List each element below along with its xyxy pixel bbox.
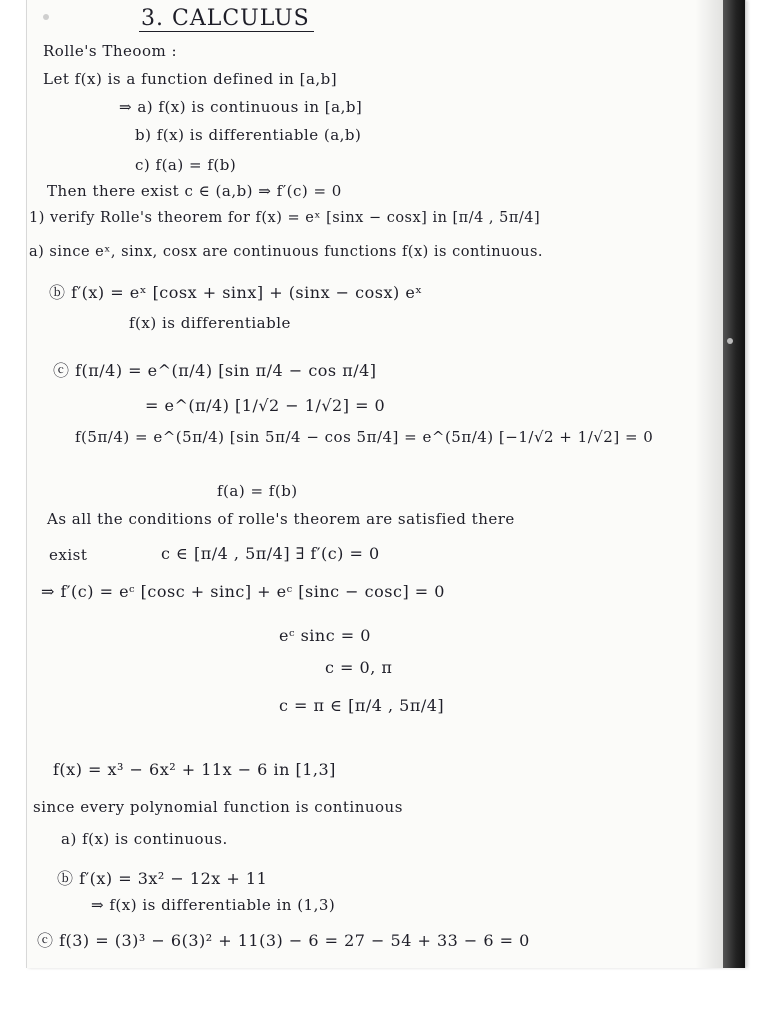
c-values: c = 0, π bbox=[325, 658, 393, 677]
page-fold-shadow bbox=[695, 0, 723, 968]
exist-word: exist bbox=[49, 546, 88, 564]
problem-1-statement: 1) verify Rolle's theorem for f(x) = eˣ [sinx − cosx] in [π/4 , 5π/4] bbox=[29, 210, 541, 226]
f-at-pi-over-4-result: = e^(π/4) [1/√2 − 1/√2] = 0 bbox=[145, 396, 386, 415]
condition-a: ⇒ a) f(x) is continuous in [a,b] bbox=[119, 98, 363, 116]
definition-line: Let f(x) is a function defined in [a,b] bbox=[43, 70, 338, 88]
notebook-page bbox=[26, 0, 746, 968]
heading-rolles-theorem: Rolle's Theoom : bbox=[43, 42, 178, 60]
continuity-a: a) f(x) is continuous. bbox=[61, 830, 228, 848]
c-pi-in-interval: c = π ∈ [π/4 , 5π/4] bbox=[279, 696, 445, 715]
polynomial-continuous: since every polynomial function is continuous bbox=[33, 798, 403, 816]
derivative-2: ⓑ f′(x) = 3x² − 12x + 11 bbox=[57, 869, 268, 888]
f-at-3: ⓒ f(3) = (3)³ − 6(3)² + 11(3) − 6 = 27 − 54 + 33 − 6 = 0 bbox=[37, 931, 530, 950]
c-in-interval: c ∈ [π/4 , 5π/4] ∃ f′(c) = 0 bbox=[161, 544, 380, 563]
exp-sin-c: eᶜ sinc = 0 bbox=[279, 626, 371, 645]
punch-mark-right bbox=[727, 338, 733, 344]
continuity-statement: a) since eˣ, sinx, cosx are continuous functions f(x) is continuous. bbox=[29, 244, 544, 260]
f-at-5pi-over-4: f(5π/4) = e^(5π/4) [sin 5π/4 − cos 5π/4] = e^(5π/4) [−1/√2 + 1/√2] = 0 bbox=[75, 428, 654, 446]
punch-mark bbox=[43, 14, 49, 20]
page-edge bbox=[723, 0, 745, 968]
differentiable-statement: f(x) is differentiable bbox=[129, 314, 291, 332]
f-at-pi-over-4: ⓒ f(π/4) = e^(π/4) [sin π/4 − cos π/4] bbox=[53, 361, 377, 380]
derivative-line: ⓑ f′(x) = eˣ [cosx + sinx] + (sinx − cosx) eˣ bbox=[49, 283, 423, 302]
problem-2-statement: f(x) = x³ − 6x² + 11x − 6 in [1,3] bbox=[53, 760, 336, 779]
fa-equals-fb: f(a) = f(b) bbox=[217, 482, 298, 500]
condition-b: b) f(x) is differentiable (a,b) bbox=[135, 126, 362, 144]
differentiable-2: ⇒ f(x) is differentiable in (1,3) bbox=[91, 896, 336, 914]
conclusion-line: Then there exist c ∈ (a,b) ⇒ f′(c) = 0 bbox=[47, 182, 342, 200]
f-prime-c: ⇒ f′(c) = eᶜ [cosc + sinc] + eᶜ [sinc − cosc] = 0 bbox=[41, 582, 445, 601]
conditions-satisfied: As all the conditions of rolle's theorem are satisfied there bbox=[47, 510, 515, 528]
condition-c: c) f(a) = f(b) bbox=[135, 156, 237, 174]
page-title: 3. CALCULUS bbox=[139, 6, 314, 32]
